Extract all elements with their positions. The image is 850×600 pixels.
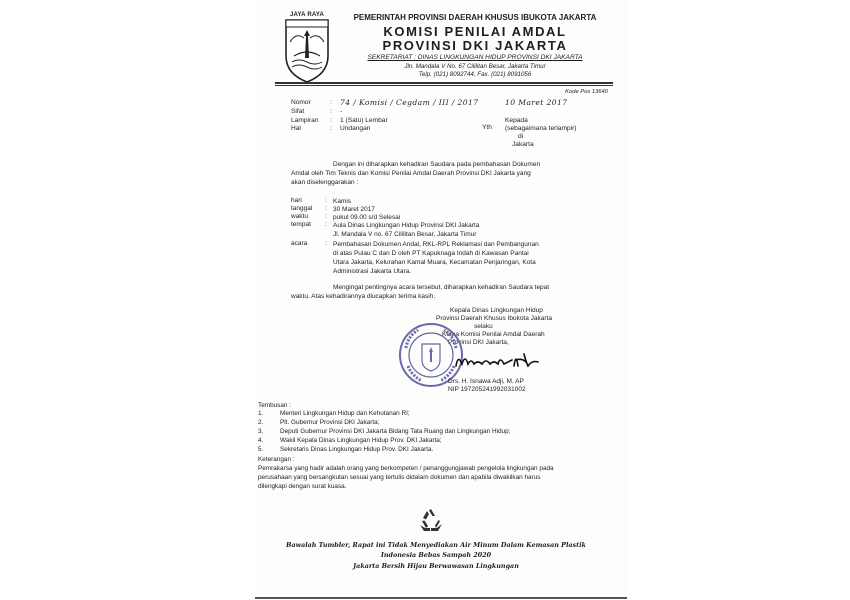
tempat-value-2: Jl. Mandala V no. 67 Cililitan Besar, Jakarta Timur — [333, 231, 477, 238]
tembusan-item-text: Deputi Gubernur Provinsi DKI Jakarta Bidang Tata Ruang dan Lingkungan Hidup; — [280, 428, 511, 435]
tembusan-item-number: 1. — [258, 410, 264, 417]
sig-title-3: selaku — [474, 323, 493, 330]
header-secretariat: SEKRETARIAT : DINAS LINGKUNGAN HIDUP PROVINSI DKI JAKARTA — [367, 54, 583, 61]
hal-value: Undangan — [340, 125, 371, 132]
tembusan-item-number: 4. — [258, 437, 264, 444]
acara-value-3: Utara Jakarta, Kelurahan Kamal Muara, Kecamatan Penjaringan, Kota — [333, 259, 536, 266]
sig-title-5: Provinsi DKI Jakarta, — [448, 339, 509, 346]
handwritten-signature — [452, 348, 542, 374]
sig-title-1: Kepala Dinas Lingkungan Hidup — [450, 307, 543, 314]
hal-label: Hal — [291, 125, 301, 132]
jakarta-coat-of-arms-logo — [282, 12, 332, 84]
signer-name: Drs. H. Isnawa Adji, M. AP — [448, 378, 524, 385]
intro-line-3: akan diselenggarakan : — [291, 179, 359, 186]
hari-label: hari — [291, 197, 302, 204]
lampiran-label: Lampiran — [291, 117, 319, 124]
tembusan-title: Tembusan : — [258, 402, 292, 409]
sifat-label: Sifat — [291, 108, 305, 115]
city-label: Jakarta — [512, 141, 534, 148]
recipient-text: (sebagaimana terlampir) — [505, 125, 577, 132]
acara-value-2: di atas Pulau C dan D oleh PT Kapuknaga Indah di Kawasan Pantai — [333, 250, 529, 257]
header-divider-thin — [275, 85, 613, 86]
tembusan-item — [258, 437, 442, 444]
meta-sifat-row: Sifat : - — [291, 108, 343, 115]
keterangan-title: Keterangan : — [258, 456, 295, 463]
keterangan-line-2: perusahaan yang bersangkutan sesuai yang tertulis didalam dokumen dan apabila diwakilkan harus — [258, 474, 541, 481]
closing-line-1: Mengingat pentingnya acara tersebut, diharapkan kehadiran Saudara tepat — [333, 284, 550, 291]
sig-title-2: Provinsi Daerah Khusus Ibukota Jakarta — [436, 315, 552, 322]
sifat-value: - — [340, 108, 343, 115]
acara-value-4: Administrasi Jakarta Utara. — [333, 268, 412, 275]
tembusan-item-number: 5. — [258, 446, 264, 453]
header-province: PROVINSI DKI JAKARTA — [382, 38, 568, 53]
footer-line-2: Indonesia Bebas Sampah 2020 — [380, 551, 492, 559]
lampiran-value: 1 (Satu) Lembar — [340, 117, 388, 124]
footer-line-1: Bawalah Tumbler, Rapat ini Tidak Menyediakan Air Minum Dalam Kemasan Plastik — [286, 541, 586, 549]
recycle-icon — [418, 507, 444, 533]
tembusan-item-number: 3. — [258, 428, 264, 435]
nomor-value: 74 / Komisi / Cegdam / III / 2017 — [340, 98, 479, 107]
yth-label: Yth — [482, 124, 492, 131]
header-phone: Telp. (021) 8092744, Fax. (021) 8091056 — [418, 71, 532, 78]
sig-title-4: Ketua Komisi Penilai Amdal Daerah — [442, 331, 545, 338]
tanggal-label: tanggal — [291, 205, 313, 212]
keterangan-line-3: dilengkapi dengan surat kuasa. — [258, 483, 347, 490]
acara-label: acara — [291, 240, 308, 247]
nomor-label: Nomor — [291, 99, 311, 106]
closing-line-2: waktu. Atas kehadirannya diucapkan terima kasih. — [291, 293, 436, 300]
postal-code: Kode Pos 13640 — [565, 89, 608, 95]
tembusan-item — [258, 419, 379, 426]
signer-nip: NIP 197205241992031002 — [448, 386, 526, 393]
meta-hal-row: Hal : Undangan — [291, 125, 371, 132]
waktu-label: waktu — [291, 213, 308, 220]
tembusan-item-text: Sekretaris Dinas Lingkungan Hidup Prov. DKI Jakarta. — [280, 446, 434, 453]
tempat-label: tempat — [291, 221, 311, 228]
intro-line-2: Amdal oleh Tim Teknis dan Komisi Penilai Amdal Daerah Provinsi DKI Jakarta yang — [291, 170, 531, 177]
di-label: di — [518, 133, 524, 140]
header-divider-thick — [275, 82, 613, 84]
meta-nomor-row: Nomor : 74 / Komisi / Cegdam / III / 2017 — [291, 98, 479, 107]
intro-line-1: Dengan ini diharapkan kehadiran Saudara pada pembahasan Dokumen — [333, 161, 541, 168]
header-commission: KOMISI PENILAI AMDAL — [383, 24, 567, 39]
tembusan-item — [258, 446, 433, 453]
tembusan-item-text: Menteri Lingkungan Hidup dan Kehutanan RI; — [280, 410, 410, 417]
tembusan-item-text: Wakil Kepala Dinas Lingkungan Hidup Prov. DKI Jakarta; — [280, 437, 442, 444]
header-government: PEMERINTAH PROVINSI DAERAH KHUSUS IBUKOTA JAKARTA — [353, 13, 597, 22]
tanggal-value: 30 Maret 2017 — [333, 206, 375, 213]
acara-value-1: Pembahasan Dokumen Andal, RKL-RPL Reklamasi dan Pembangunan — [333, 241, 539, 248]
header-address: Jln. Mandala V No. 67 Cililitan Besar, Jakarta Timur — [404, 63, 546, 70]
kepada-label: Kepada — [505, 117, 528, 124]
keterangan-line-1: Pemrakarsa yang hadir adalah orang yang berkompeten / penanggungjawab pengelola lingkungan pada — [258, 465, 554, 472]
hari-value: Kamis — [333, 198, 352, 205]
meta-lampiran-row: Lampiran : 1 (Satu) Lembar — [291, 117, 388, 124]
letter-date: 10 Maret 2017 — [505, 98, 568, 107]
tembusan-item — [258, 428, 510, 435]
tembusan-item — [258, 410, 410, 417]
page-bottom-border — [255, 597, 627, 599]
tempat-value-1: Aula Dinas Lingkungan Hidup Provinsi DKI Jakarta — [333, 222, 480, 229]
footer-line-3: Jakarta Bersih Hijau Berwawasan Lingkungan — [353, 562, 519, 570]
tembusan-item-text: Plt. Gubernur Provinsi DKI Jakarta; — [280, 419, 380, 426]
logo-text: JAYA RAYA — [289, 12, 325, 18]
waktu-value: pukul 09.00 s/d Selesai — [333, 214, 401, 221]
tembusan-item-number: 2. — [258, 419, 264, 426]
